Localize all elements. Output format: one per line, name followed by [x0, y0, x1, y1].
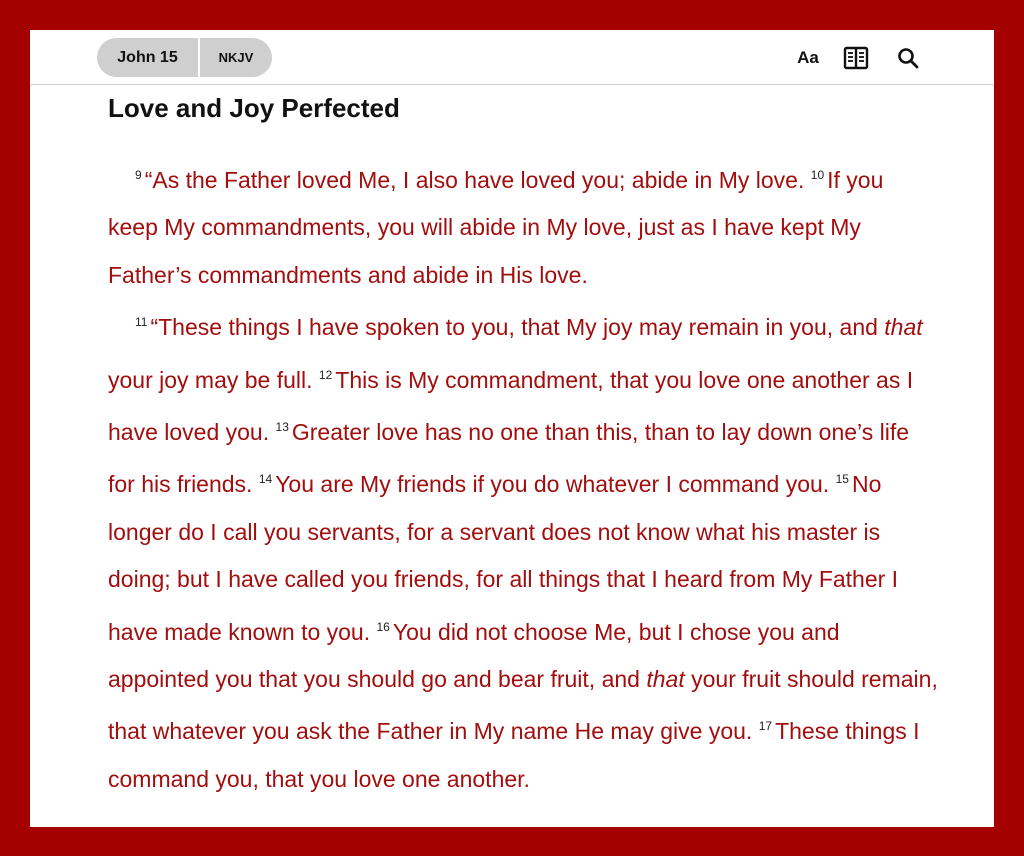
verse-number[interactable]: 13 — [275, 420, 289, 435]
top-toolbar — [30, 30, 994, 85]
verse-number[interactable]: 10 — [810, 168, 825, 182]
version-selector-button[interactable]: NKJV — [218, 50, 254, 65]
verse-text[interactable]: “As the Father loved Me, I also have loved you; abide in My love. — [144, 167, 811, 193]
passage-content — [108, 90, 938, 803]
reference-pill — [97, 38, 272, 77]
italic-word[interactable]: that — [646, 666, 685, 693]
verse-text[interactable]: These things I command you, that you love one another. — [108, 718, 920, 792]
verse-text[interactable]: “These things I have spoken to you, that My joy may remain in you, and — [150, 314, 885, 341]
verse-number[interactable]: 15 — [835, 472, 849, 487]
verse-number[interactable]: 9 — [135, 168, 142, 182]
verse-text[interactable]: your joy may be full. — [108, 366, 319, 393]
italic-word[interactable]: that — [884, 314, 923, 341]
paragraph — [108, 152, 938, 299]
verse-number[interactable]: 11 — [135, 315, 148, 330]
verse-text[interactable]: You did not choose Me, but I chose you and appointed you that you should go and bear fruit, and — [108, 618, 840, 693]
paragraph — [108, 299, 938, 803]
parallel-bible-icon[interactable] — [842, 44, 870, 72]
toolbar-icons — [790, 44, 940, 72]
verse-text[interactable]: If you keep My commandments, you will abide in My love, just as I have kept My Father’s commandments and abide in His love. — [108, 167, 884, 288]
bible-reader-screen — [30, 30, 994, 827]
verse-text[interactable]: This is My commandment, that you love one another as I have loved you. — [108, 366, 914, 446]
verse-text[interactable]: Greater love has no one than this, than to lay down one’s life for his friends. — [108, 419, 910, 498]
verse-number[interactable]: 16 — [376, 619, 390, 634]
verse-text[interactable]: You are My friends if you do whatever I command you. — [275, 471, 836, 498]
section-heading: Love and Joy Perfected — [108, 93, 400, 123]
search-icon[interactable] — [894, 44, 922, 72]
verse-text[interactable]: No longer do I call you servants, for a servant does not know what his master is doing; but I have called you friends, for all things that I heard from My Father I have made known to you. — [108, 471, 899, 645]
verse-number[interactable]: 12 — [318, 367, 333, 382]
parallel-bible-icon-glyph — [843, 46, 869, 70]
verse-number[interactable]: 17 — [758, 719, 773, 734]
verse-text[interactable]: your fruit should remain, that whatever you ask the Father in My name He may give you. — [108, 666, 938, 745]
search-icon-glyph — [897, 47, 919, 69]
verse-number[interactable]: 14 — [258, 472, 273, 487]
text-size-icon[interactable]: Aa — [797, 48, 819, 67]
chapter-selector-button[interactable]: John 15 — [97, 38, 200, 77]
